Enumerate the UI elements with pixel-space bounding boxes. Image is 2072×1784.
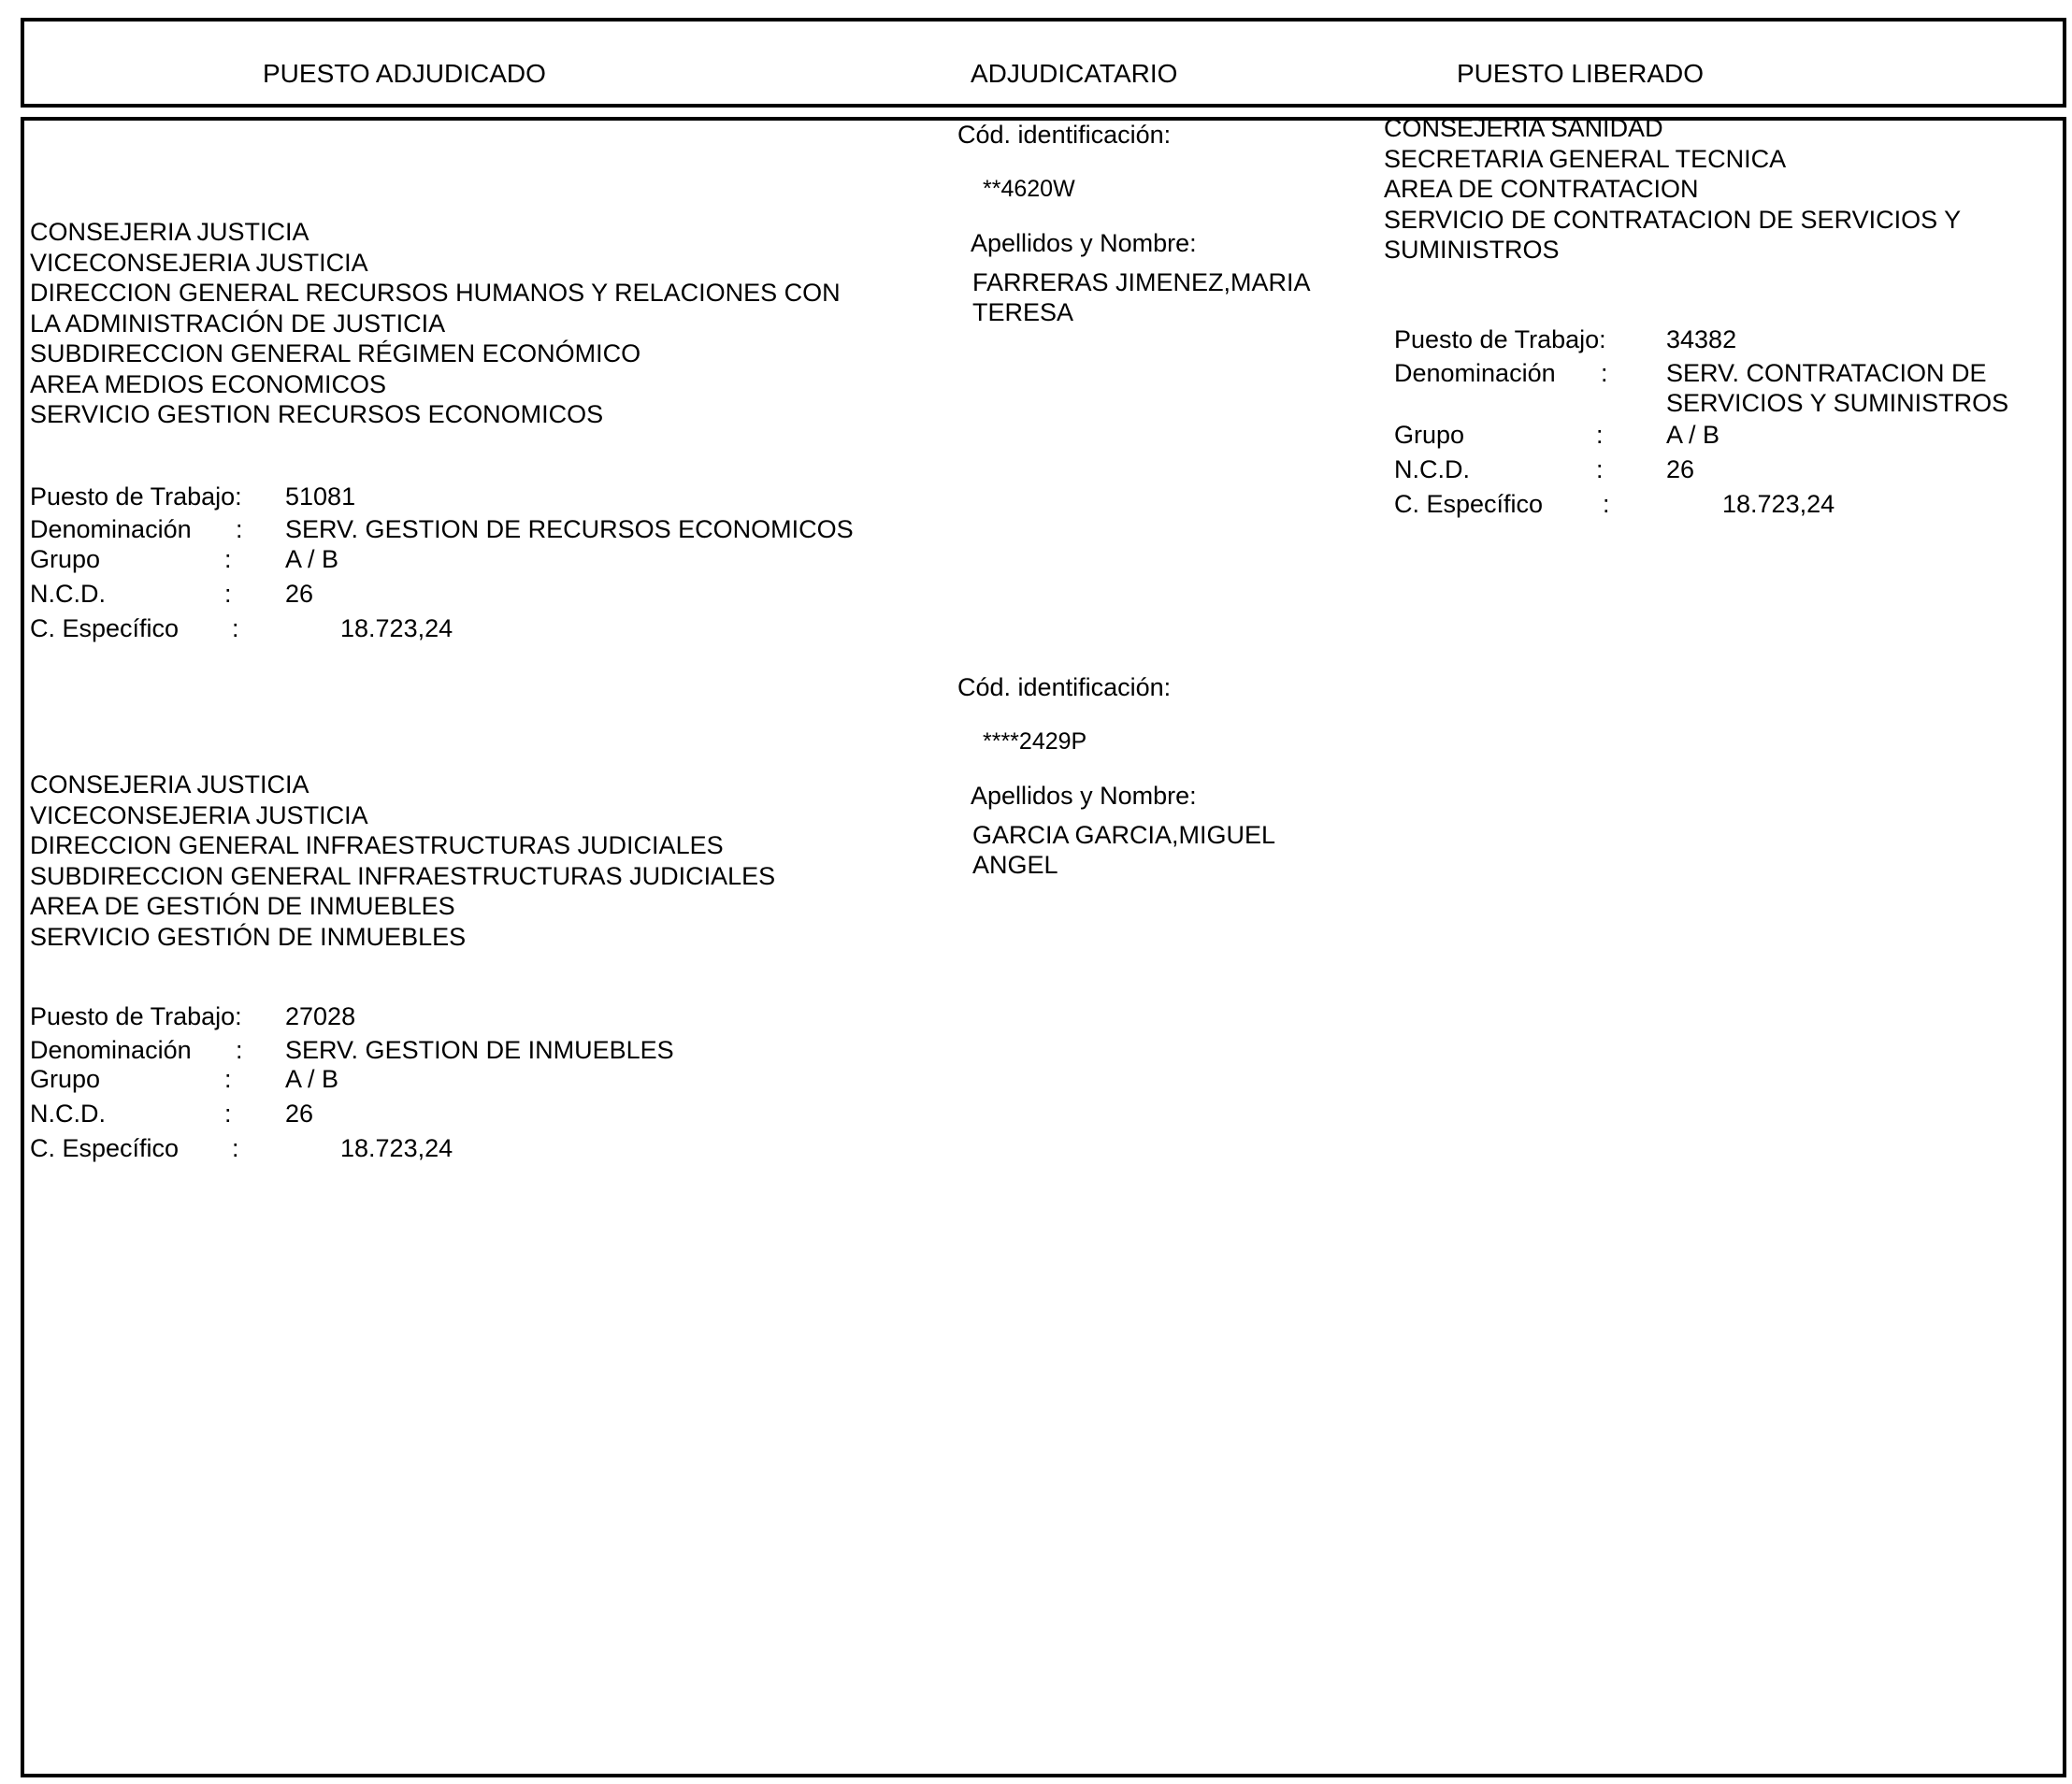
org-line: CONSEJERIA JUSTICIA xyxy=(30,218,309,246)
denominacion-label: Denominación xyxy=(30,515,192,543)
org-line: CONSEJERIA JUSTICIA xyxy=(30,770,309,798)
puesto-value: 34382 xyxy=(1666,325,1737,353)
liberado-org-block xyxy=(1384,113,1961,266)
colon: : xyxy=(232,614,239,642)
denominacion-value: SERV. CONTRATACION DE SERVICIOS Y SUMINISTROS xyxy=(1666,359,2009,417)
ncd-label: N.C.D. xyxy=(1394,455,1470,483)
denominacion-label: Denominación xyxy=(30,1036,192,1064)
denominacion-label: Denominación xyxy=(1394,359,1556,387)
puesto-label: Puesto de Trabajo: xyxy=(30,1002,242,1030)
colon: : xyxy=(224,580,232,608)
ncd-value: 26 xyxy=(1666,455,1695,483)
cod-label: Cód. identificación: xyxy=(957,673,1172,701)
org-line: SUBDIRECCION GENERAL RÉGIMEN ECONÓMICO xyxy=(30,339,641,367)
cespecifico-value: 18.723,24 xyxy=(340,1134,453,1162)
header-puesto-adjudicado: PUESTO ADJUDICADO xyxy=(263,59,546,88)
org-line: AREA MEDIOS ECONOMICOS xyxy=(30,369,387,398)
apellidos-label: Apellidos y Nombre: xyxy=(971,782,1197,810)
colon: : xyxy=(1603,490,1610,518)
org-line: SERVICIO GESTIÓN DE INMUEBLES xyxy=(30,922,467,951)
colon: : xyxy=(236,1036,243,1064)
denominacion-value: SERV. GESTION DE INMUEBLES xyxy=(285,1036,674,1064)
org-line: AREA DE GESTIÓN DE INMUEBLES xyxy=(30,892,455,920)
puesto-value: 27028 xyxy=(285,1002,356,1030)
org-line: SERVICIO DE CONTRATACION DE SERVICIOS Y xyxy=(1384,205,1962,234)
colon: : xyxy=(224,1065,232,1093)
ncd-value: 26 xyxy=(285,580,314,608)
colon: : xyxy=(232,1134,239,1162)
org-line: LA ADMINISTRACIÓN DE JUSTICIA xyxy=(30,309,446,338)
org-line: VICECONSEJERIA JUSTICIA xyxy=(30,248,368,277)
adjudicado-org-block xyxy=(30,217,841,430)
cespecifico-value: 18.723,24 xyxy=(340,614,453,642)
org-line: SECRETARIA GENERAL TECNICA xyxy=(1384,144,1787,173)
cod-label: Cód. identificación: xyxy=(957,121,1172,149)
grupo-label: Grupo xyxy=(1394,421,1465,449)
adjudicado-org-block xyxy=(30,770,775,952)
grupo-label: Grupo xyxy=(30,545,101,573)
org-line: DIRECCION GENERAL INFRAESTRUCTURAS JUDICIALES xyxy=(30,831,724,859)
org-line: VICECONSEJERIA JUSTICIA xyxy=(30,800,368,829)
ncd-label: N.C.D. xyxy=(30,1100,106,1128)
org-line: SERVICIO GESTION RECURSOS ECONOMICOS xyxy=(30,400,604,428)
apellidos-label: Apellidos y Nombre: xyxy=(971,229,1197,257)
cespecifico-label: C. Específico xyxy=(1394,490,1544,518)
colon: : xyxy=(224,1100,232,1128)
header-puesto-liberado: PUESTO LIBERADO xyxy=(1457,59,1705,88)
denominacion-value: SERV. GESTION DE RECURSOS ECONOMICOS xyxy=(285,515,854,543)
colon: : xyxy=(224,545,232,573)
ncd-label: N.C.D. xyxy=(30,580,106,608)
grupo-value: A / B xyxy=(1666,421,1720,449)
cespecifico-label: C. Específico xyxy=(30,1134,180,1162)
cespecifico-label: C. Específico xyxy=(30,614,180,642)
colon: : xyxy=(236,515,243,543)
ncd-value: 26 xyxy=(285,1100,314,1128)
colon: : xyxy=(1601,359,1608,387)
org-line: AREA DE CONTRATACION xyxy=(1384,175,1699,203)
header-adjudicatario: ADJUDICATARIO xyxy=(971,59,1178,88)
puesto-label: Puesto de Trabajo: xyxy=(1394,325,1606,353)
grupo-value: A / B xyxy=(285,545,339,573)
cespecifico-value: 18.723,24 xyxy=(1722,490,1835,518)
adjudicatario-nombre: GARCIA GARCIA,MIGUEL ANGEL xyxy=(972,821,1275,879)
puesto-label: Puesto de Trabajo: xyxy=(30,482,242,511)
adjudicatario-nombre: FARRERAS JIMENEZ,MARIA TERESA xyxy=(972,268,1310,326)
cod-value: **4620W xyxy=(983,176,1075,202)
colon: : xyxy=(1596,421,1604,449)
puesto-value: 51081 xyxy=(285,482,356,511)
colon: : xyxy=(1596,455,1604,483)
cod-value: ****2429P xyxy=(983,728,1087,755)
org-line: DIRECCION GENERAL RECURSOS HUMANOS Y RELACIONES CON xyxy=(30,279,841,307)
org-line: CONSEJERIA SANIDAD xyxy=(1384,114,1663,142)
grupo-label: Grupo xyxy=(30,1065,101,1093)
table-header xyxy=(21,18,2066,108)
org-line: SUMINISTROS xyxy=(1384,236,1560,264)
org-line: SUBDIRECCION GENERAL INFRAESTRUCTURAS JUDICIALES xyxy=(30,861,776,890)
grupo-value: A / B xyxy=(285,1065,339,1093)
